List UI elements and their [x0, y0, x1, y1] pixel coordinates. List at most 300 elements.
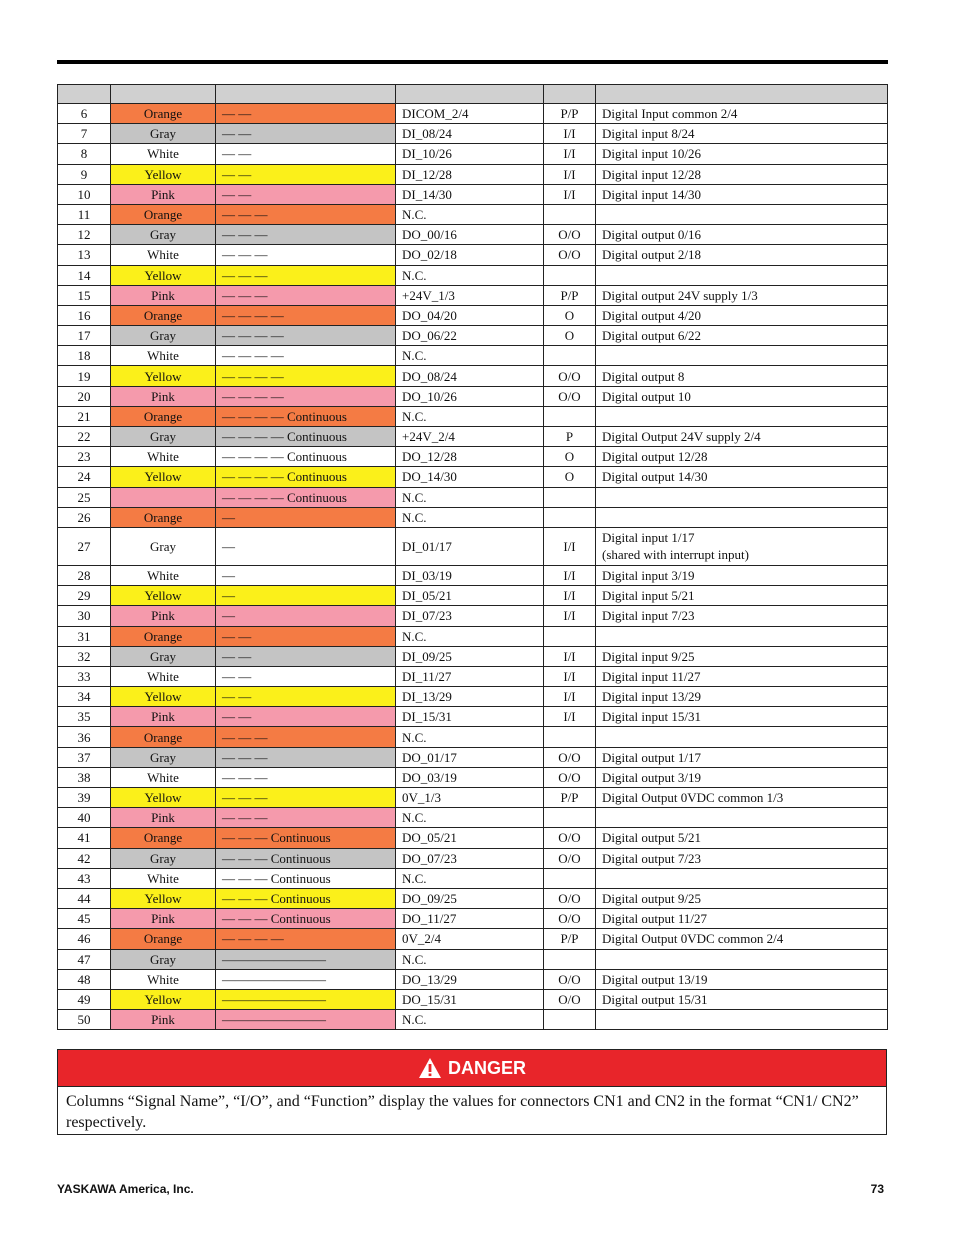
pin-number-cell: 24	[58, 467, 111, 487]
io-cell: I/I	[544, 527, 596, 565]
signal-name-cell: DO_04/20	[396, 305, 544, 325]
wire-color-cell: Orange	[111, 406, 216, 426]
pin-number-cell: 41	[58, 828, 111, 848]
wire-color-cell: Yellow	[111, 467, 216, 487]
pin-assignment-table	[57, 84, 888, 1030]
function-cell: Digital input 9/25	[596, 646, 888, 666]
wire-color-cell: Yellow	[111, 687, 216, 707]
pin-number-cell: 38	[58, 767, 111, 787]
signal-name-cell: N.C.	[396, 346, 544, 366]
signal-name-cell: DO_12/28	[396, 447, 544, 467]
dot-mark-cell: — — — —	[216, 366, 396, 386]
pin-number-cell: 12	[58, 225, 111, 245]
dot-mark-cell: —	[216, 586, 396, 606]
table-row	[58, 565, 888, 585]
io-cell: O/O	[544, 848, 596, 868]
io-cell: I/I	[544, 606, 596, 626]
io-cell: O	[544, 326, 596, 346]
function-cell: Digital output 10	[596, 386, 888, 406]
function-cell: Digital input 5/21	[596, 586, 888, 606]
wire-color-cell: Yellow	[111, 586, 216, 606]
io-cell	[544, 949, 596, 969]
function-cell: Digital input 7/23	[596, 606, 888, 626]
signal-name-cell: DI_11/27	[396, 666, 544, 686]
function-cell: Digital input 14/30	[596, 184, 888, 204]
dot-mark-cell: — —	[216, 164, 396, 184]
signal-name-cell: N.C.	[396, 487, 544, 507]
dot-mark-cell: — — —	[216, 204, 396, 224]
io-cell: I/I	[544, 144, 596, 164]
dot-mark-cell: —	[216, 507, 396, 527]
signal-name-cell: DO_14/30	[396, 467, 544, 487]
wire-color-cell: Gray	[111, 124, 216, 144]
table-row	[58, 767, 888, 787]
top-rule	[57, 60, 888, 64]
signal-name-cell: N.C.	[396, 626, 544, 646]
dot-mark-cell: —	[216, 565, 396, 585]
io-cell: O/O	[544, 747, 596, 767]
signal-name-cell: DO_11/27	[396, 909, 544, 929]
function-cell	[596, 868, 888, 888]
pin-number-cell: 47	[58, 949, 111, 969]
wire-color-cell: Pink	[111, 386, 216, 406]
wire-color-cell: Yellow	[111, 265, 216, 285]
dot-mark-cell: — —	[216, 626, 396, 646]
pin-number-cell: 31	[58, 626, 111, 646]
dot-mark-cell: — — — Continuous	[216, 868, 396, 888]
table-row	[58, 646, 888, 666]
wire-color-cell: Yellow	[111, 788, 216, 808]
pin-number-cell: 16	[58, 305, 111, 325]
io-cell	[544, 265, 596, 285]
pin-number-cell: 45	[58, 909, 111, 929]
function-cell: Digital output 1/17	[596, 747, 888, 767]
function-cell	[596, 808, 888, 828]
dot-mark-cell: — — — —	[216, 326, 396, 346]
function-cell	[596, 507, 888, 527]
io-cell: O/O	[544, 909, 596, 929]
dot-mark-cell: — —	[216, 184, 396, 204]
pin-number-cell: 40	[58, 808, 111, 828]
function-cell: Digital output 9/25	[596, 888, 888, 908]
dot-mark-cell: — — — —	[216, 386, 396, 406]
pin-number-cell: 44	[58, 888, 111, 908]
signal-name-cell: N.C.	[396, 265, 544, 285]
dot-mark-cell: — — — —	[216, 346, 396, 366]
dot-mark-cell: — —	[216, 707, 396, 727]
io-cell: O	[544, 305, 596, 325]
dot-mark-cell: — — — Continuous	[216, 888, 396, 908]
function-cell: Digital output 4/20	[596, 305, 888, 325]
table-row	[58, 788, 888, 808]
pin-number-cell: 23	[58, 447, 111, 467]
dot-mark-cell: — — —	[216, 265, 396, 285]
io-cell	[544, 487, 596, 507]
dot-mark-cell: — —	[216, 666, 396, 686]
dot-mark-cell: — — — — Continuous	[216, 447, 396, 467]
function-line: (shared with interrupt input)	[602, 547, 749, 563]
header-mark	[216, 85, 396, 104]
pin-number-cell: 15	[58, 285, 111, 305]
io-cell: O	[544, 447, 596, 467]
wire-color-cell	[111, 487, 216, 507]
signal-name-cell: DO_07/23	[396, 848, 544, 868]
table-row	[58, 346, 888, 366]
io-cell	[544, 1010, 596, 1030]
table-row	[58, 727, 888, 747]
dot-mark-cell: —	[216, 527, 396, 565]
table-row	[58, 487, 888, 507]
function-cell: Digital output 14/30	[596, 467, 888, 487]
function-cell: Digital output 2/18	[596, 245, 888, 265]
wire-color-cell: White	[111, 447, 216, 467]
io-cell: I/I	[544, 164, 596, 184]
signal-name-cell: N.C.	[396, 406, 544, 426]
signal-name-cell: DO_10/26	[396, 386, 544, 406]
io-cell: O/O	[544, 245, 596, 265]
table-row	[58, 1010, 888, 1030]
io-cell	[544, 346, 596, 366]
pin-number-cell: 36	[58, 727, 111, 747]
header-color	[111, 85, 216, 104]
table-row	[58, 366, 888, 386]
signal-name-cell: N.C.	[396, 727, 544, 747]
io-cell	[544, 727, 596, 747]
table-row	[58, 124, 888, 144]
pin-number-cell: 30	[58, 606, 111, 626]
pin-number-cell: 21	[58, 406, 111, 426]
signal-name-cell: DI_01/17	[396, 527, 544, 565]
table-row	[58, 265, 888, 285]
io-cell: O/O	[544, 969, 596, 989]
function-cell: Digital output 8	[596, 366, 888, 386]
function-cell: Digital Output 24V supply 2/4	[596, 427, 888, 447]
wire-color-cell: Yellow	[111, 888, 216, 908]
table-row	[58, 929, 888, 949]
dot-mark-cell: — — — Continuous	[216, 828, 396, 848]
table-row	[58, 626, 888, 646]
io-cell	[544, 808, 596, 828]
dot-mark-cell: — — — — Continuous	[216, 487, 396, 507]
signal-name-cell: N.C.	[396, 1010, 544, 1030]
dot-mark-cell: — —	[216, 646, 396, 666]
table-row	[58, 507, 888, 527]
pin-number-cell: 11	[58, 204, 111, 224]
pin-number-cell: 22	[58, 427, 111, 447]
dot-mark-cell: ————————	[216, 1010, 396, 1030]
function-cell: Digital input 11/27	[596, 666, 888, 686]
pin-number-cell: 35	[58, 707, 111, 727]
function-cell	[596, 949, 888, 969]
table-row	[58, 666, 888, 686]
wire-color-cell: Pink	[111, 285, 216, 305]
pin-number-cell: 27	[58, 527, 111, 565]
table-row	[58, 868, 888, 888]
danger-header	[58, 1050, 886, 1087]
pin-number-cell: 42	[58, 848, 111, 868]
signal-name-cell: N.C.	[396, 507, 544, 527]
wire-color-cell: Pink	[111, 707, 216, 727]
table-row	[58, 707, 888, 727]
table-row	[58, 104, 888, 124]
table-row	[58, 848, 888, 868]
wire-color-cell: White	[111, 969, 216, 989]
signal-name-cell: DO_03/19	[396, 767, 544, 787]
wire-color-cell: Gray	[111, 949, 216, 969]
dot-mark-cell: — —	[216, 104, 396, 124]
signal-name-cell: N.C.	[396, 204, 544, 224]
signal-name-cell: DI_12/28	[396, 164, 544, 184]
table-row	[58, 606, 888, 626]
table-row	[58, 888, 888, 908]
function-cell: Digital output 3/19	[596, 767, 888, 787]
wire-color-cell: Pink	[111, 808, 216, 828]
table-row	[58, 285, 888, 305]
table-row	[58, 586, 888, 606]
table-row	[58, 305, 888, 325]
wire-color-cell: Yellow	[111, 366, 216, 386]
wire-color-cell: White	[111, 144, 216, 164]
pin-number-cell: 32	[58, 646, 111, 666]
wire-color-cell: Orange	[111, 507, 216, 527]
warning-triangle-icon	[418, 1057, 442, 1079]
io-cell: I/I	[544, 124, 596, 144]
table-row	[58, 687, 888, 707]
dot-mark-cell: — — —	[216, 808, 396, 828]
pin-number-cell: 13	[58, 245, 111, 265]
pin-number-cell: 14	[58, 265, 111, 285]
pin-number-cell: 8	[58, 144, 111, 164]
table-row	[58, 808, 888, 828]
signal-name-cell: N.C.	[396, 808, 544, 828]
pin-number-cell: 33	[58, 666, 111, 686]
function-cell	[596, 1010, 888, 1030]
dot-mark-cell: ————————	[216, 989, 396, 1009]
dot-mark-cell: — — — —	[216, 305, 396, 325]
pin-number-cell: 25	[58, 487, 111, 507]
pin-number-cell: 9	[58, 164, 111, 184]
wire-color-cell: White	[111, 245, 216, 265]
signal-name-cell: DI_09/25	[396, 646, 544, 666]
io-cell: I/I	[544, 707, 596, 727]
pin-number-cell: 37	[58, 747, 111, 767]
dot-mark-cell: — — — Continuous	[216, 909, 396, 929]
table-row	[58, 144, 888, 164]
wire-color-cell: Orange	[111, 204, 216, 224]
io-cell: O	[544, 467, 596, 487]
dot-mark-cell: — — —	[216, 788, 396, 808]
function-cell: Digital output 24V supply 1/3	[596, 285, 888, 305]
wire-color-cell: Yellow	[111, 989, 216, 1009]
header-signal	[396, 85, 544, 104]
table-row	[58, 184, 888, 204]
function-cell: Digital output 13/19	[596, 969, 888, 989]
table-row	[58, 969, 888, 989]
pin-number-cell: 43	[58, 868, 111, 888]
table-row	[58, 949, 888, 969]
table-row	[58, 225, 888, 245]
signal-name-cell: DO_00/16	[396, 225, 544, 245]
io-cell: P/P	[544, 788, 596, 808]
function-cell: Digital input 10/26	[596, 144, 888, 164]
pin-number-cell: 10	[58, 184, 111, 204]
io-cell	[544, 507, 596, 527]
pin-number-cell: 6	[58, 104, 111, 124]
signal-name-cell: DO_08/24	[396, 366, 544, 386]
function-cell: Digital input 13/29	[596, 687, 888, 707]
function-cell	[596, 406, 888, 426]
pin-number-cell: 48	[58, 969, 111, 989]
io-cell	[544, 626, 596, 646]
io-cell: O/O	[544, 386, 596, 406]
wire-color-cell: Pink	[111, 909, 216, 929]
io-cell	[544, 204, 596, 224]
pin-number-cell: 29	[58, 586, 111, 606]
io-cell: I/I	[544, 666, 596, 686]
function-cell	[596, 204, 888, 224]
signal-name-cell: DI_05/21	[396, 586, 544, 606]
dot-mark-cell: — — —	[216, 747, 396, 767]
table-body	[58, 104, 888, 1030]
table-row	[58, 989, 888, 1009]
pin-number-cell: 50	[58, 1010, 111, 1030]
io-cell: P	[544, 427, 596, 447]
danger-title: DANGER	[447, 1057, 526, 1078]
dot-mark-cell: — — —	[216, 767, 396, 787]
function-cell: Digital output 15/31	[596, 989, 888, 1009]
wire-color-cell: Gray	[111, 225, 216, 245]
wire-color-cell: Orange	[111, 305, 216, 325]
signal-name-cell: DO_05/21	[396, 828, 544, 848]
table-header-row	[58, 85, 888, 104]
dot-mark-cell: — —	[216, 687, 396, 707]
function-cell: Digital output 12/28	[596, 447, 888, 467]
dot-mark-cell: — — — Continuous	[216, 848, 396, 868]
signal-name-cell: DICOM_2/4	[396, 104, 544, 124]
io-cell: O/O	[544, 828, 596, 848]
signal-name-cell: DI_15/31	[396, 707, 544, 727]
signal-name-cell: DO_06/22	[396, 326, 544, 346]
io-cell: O/O	[544, 989, 596, 1009]
io-cell: I/I	[544, 565, 596, 585]
function-cell	[596, 527, 888, 565]
pin-number-cell: 49	[58, 989, 111, 1009]
function-cell: Digital output 5/21	[596, 828, 888, 848]
table-row	[58, 245, 888, 265]
table-row	[58, 747, 888, 767]
table-row	[58, 467, 888, 487]
wire-color-cell: Pink	[111, 606, 216, 626]
danger-notice	[57, 1049, 887, 1135]
signal-name-cell: DO_13/29	[396, 969, 544, 989]
io-cell	[544, 406, 596, 426]
wire-color-cell: Pink	[111, 184, 216, 204]
function-line: Digital input 1/17	[602, 530, 695, 546]
function-cell	[596, 727, 888, 747]
danger-text: Columns “Signal Name”, “I/O”, and “Function” display the values for connectors CN1 and CN2 in the format “CN1/ CN2” respectively.	[66, 1093, 859, 1131]
signal-name-cell: DO_09/25	[396, 888, 544, 908]
signal-name-cell: DI_03/19	[396, 565, 544, 585]
dot-mark-cell: — — — — Continuous	[216, 427, 396, 447]
wire-color-cell: White	[111, 868, 216, 888]
dot-mark-cell: — — — —	[216, 929, 396, 949]
table-row	[58, 406, 888, 426]
function-cell: Digital output 11/27	[596, 909, 888, 929]
io-cell: P/P	[544, 285, 596, 305]
function-cell	[596, 626, 888, 646]
function-cell: Digital input 15/31	[596, 707, 888, 727]
dot-mark-cell: ————————	[216, 969, 396, 989]
dot-mark-cell: — —	[216, 124, 396, 144]
wire-color-cell: Orange	[111, 626, 216, 646]
function-cell: Digital Input common 2/4	[596, 104, 888, 124]
function-cell: Digital output 6/22	[596, 326, 888, 346]
header-pin	[58, 85, 111, 104]
wire-color-cell: Pink	[111, 1010, 216, 1030]
io-cell	[544, 868, 596, 888]
io-cell: O/O	[544, 888, 596, 908]
pin-number-cell: 17	[58, 326, 111, 346]
signal-name-cell: DI_13/29	[396, 687, 544, 707]
signal-name-cell: 0V_2/4	[396, 929, 544, 949]
io-cell: P/P	[544, 929, 596, 949]
table-row	[58, 386, 888, 406]
dot-mark-cell: — — — — Continuous	[216, 406, 396, 426]
signal-name-cell: DI_07/23	[396, 606, 544, 626]
wire-color-cell: Orange	[111, 104, 216, 124]
dot-mark-cell: — — — — Continuous	[216, 467, 396, 487]
function-cell	[596, 346, 888, 366]
function-cell: Digital input 12/28	[596, 164, 888, 184]
table-row	[58, 527, 888, 565]
signal-name-cell: DO_02/18	[396, 245, 544, 265]
wire-color-cell: Gray	[111, 527, 216, 565]
signal-name-cell: DO_15/31	[396, 989, 544, 1009]
pin-number-cell: 19	[58, 366, 111, 386]
table-row	[58, 326, 888, 346]
wire-color-cell: White	[111, 565, 216, 585]
footer-company: YASKAWA America, Inc.	[57, 1182, 194, 1196]
pin-number-cell: 18	[58, 346, 111, 366]
signal-name-cell: +24V_2/4	[396, 427, 544, 447]
wire-color-cell: Yellow	[111, 164, 216, 184]
signal-name-cell: DI_10/26	[396, 144, 544, 164]
dot-mark-cell: — — —	[216, 225, 396, 245]
wire-color-cell: Gray	[111, 427, 216, 447]
wire-color-cell: Orange	[111, 929, 216, 949]
function-cell: Digital input 3/19	[596, 565, 888, 585]
function-cell: Digital input 8/24	[596, 124, 888, 144]
wire-color-cell: White	[111, 767, 216, 787]
signal-name-cell: N.C.	[396, 868, 544, 888]
dot-mark-cell: — — —	[216, 285, 396, 305]
pin-number-cell: 20	[58, 386, 111, 406]
wire-color-cell: Gray	[111, 646, 216, 666]
table-row	[58, 204, 888, 224]
signal-name-cell: 0V_1/3	[396, 788, 544, 808]
function-cell: Digital Output 0VDC common 1/3	[596, 788, 888, 808]
pin-number-cell: 26	[58, 507, 111, 527]
function-cell: Digital output 7/23	[596, 848, 888, 868]
io-cell: I/I	[544, 184, 596, 204]
footer-page-number: 73	[870, 1182, 884, 1196]
wire-color-cell: Gray	[111, 326, 216, 346]
dot-mark-cell: —	[216, 606, 396, 626]
dot-mark-cell: — — —	[216, 245, 396, 265]
function-cell: Digital output 0/16	[596, 225, 888, 245]
function-cell: Digital Output 0VDC common 2/4	[596, 929, 888, 949]
table-row	[58, 909, 888, 929]
